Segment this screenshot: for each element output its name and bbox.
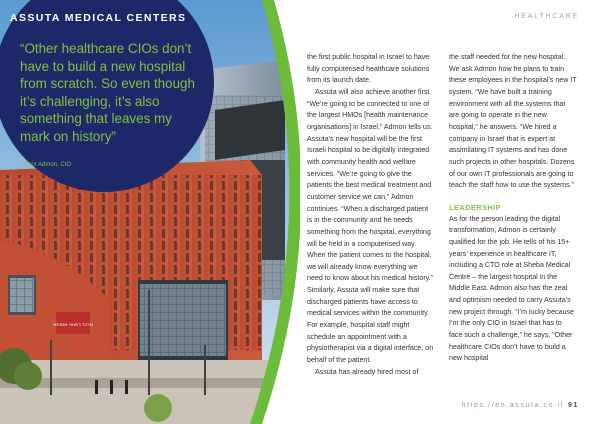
- pull-quote-attribution: – Dror Admon, CIO: [20, 162, 72, 168]
- column2-paragraph-2: As for the person leading the digital transformation, Admon is certainly qualified for the job. He tells of his 15+ years’ experience in healthcare IT, including a CTO role at Sheba Medical Centre – the largest hospital in the Middle East. Admon also has the zeal and optimism needed to carry Assuta’s new project through. “I’m lucky because I’m the only CIO in Israel that has to face such a challenge,” he says. “Other healthcare CIOs don’t have to build a new hospital: [449, 214, 574, 363]
- section-label: HEALTHCARE: [514, 13, 579, 20]
- subheading-leadership: LEADERSHIP: [449, 202, 502, 212]
- column1-paragraph-3: Assuta has already hired most of: [315, 367, 419, 376]
- column1-paragraph-1: the first public hospital in Israel to have fully computerised healthcare solutions from its launch date.: [307, 53, 430, 85]
- article-column-2: [449, 52, 577, 365]
- hospital-sign-text: מרכז רפואי אסותא: [52, 322, 94, 328]
- footer-url[interactable]: https://en.assuta.co.il: [461, 402, 564, 409]
- page-footer: [461, 402, 579, 409]
- article-column-1: [307, 52, 435, 378]
- section-title: ASSUTA MEDICAL CENTERS: [10, 12, 187, 24]
- page-number: 91: [568, 402, 579, 409]
- pull-quote: “Other healthcare CIOs don’t have to build a new hospital from scratch. So even though it’s challenging, it’s also something that leaves my mark on history”: [20, 41, 195, 144]
- column2-paragraph-1: the staff needed for the new hospital. We ask Admon how he plans to train these employees in the hospital’s new IT system. “We have built a training environment with all the systems that are going to operate in the new hospital,” he answers. “We hired a company in Israel that is expert at assimilating IT systems and has done such projects in other hospitals. Dozens of our own IT professionals are going to teach the staff how to use the systems.”: [449, 53, 577, 190]
- column1-paragraph-2: Assuta will also achieve another first. “We’re going to be connected to one of the largest HMOs [health maintenance organisations] in Israel,” Admon tells us. Assuta’s new hospital will be the first Israeli hospital to be digitally integrated with community health and welfare services. “We’re going to give the patients the best medical treatment and customer service we can,” Admon continues. “When a discharged patient is in the community and he needs something from the hospital, everything will be held in a computerised way. When the patient comes to the hospital, we will already know everything we need to know about his medical history.” Similarly, Assuta will make sure that discharged patients have access to medical services within the community. For example, hospital staff might schedule an appointment with a physiotherapist via a digital interface, on behalf of the patient.: [307, 87, 434, 365]
